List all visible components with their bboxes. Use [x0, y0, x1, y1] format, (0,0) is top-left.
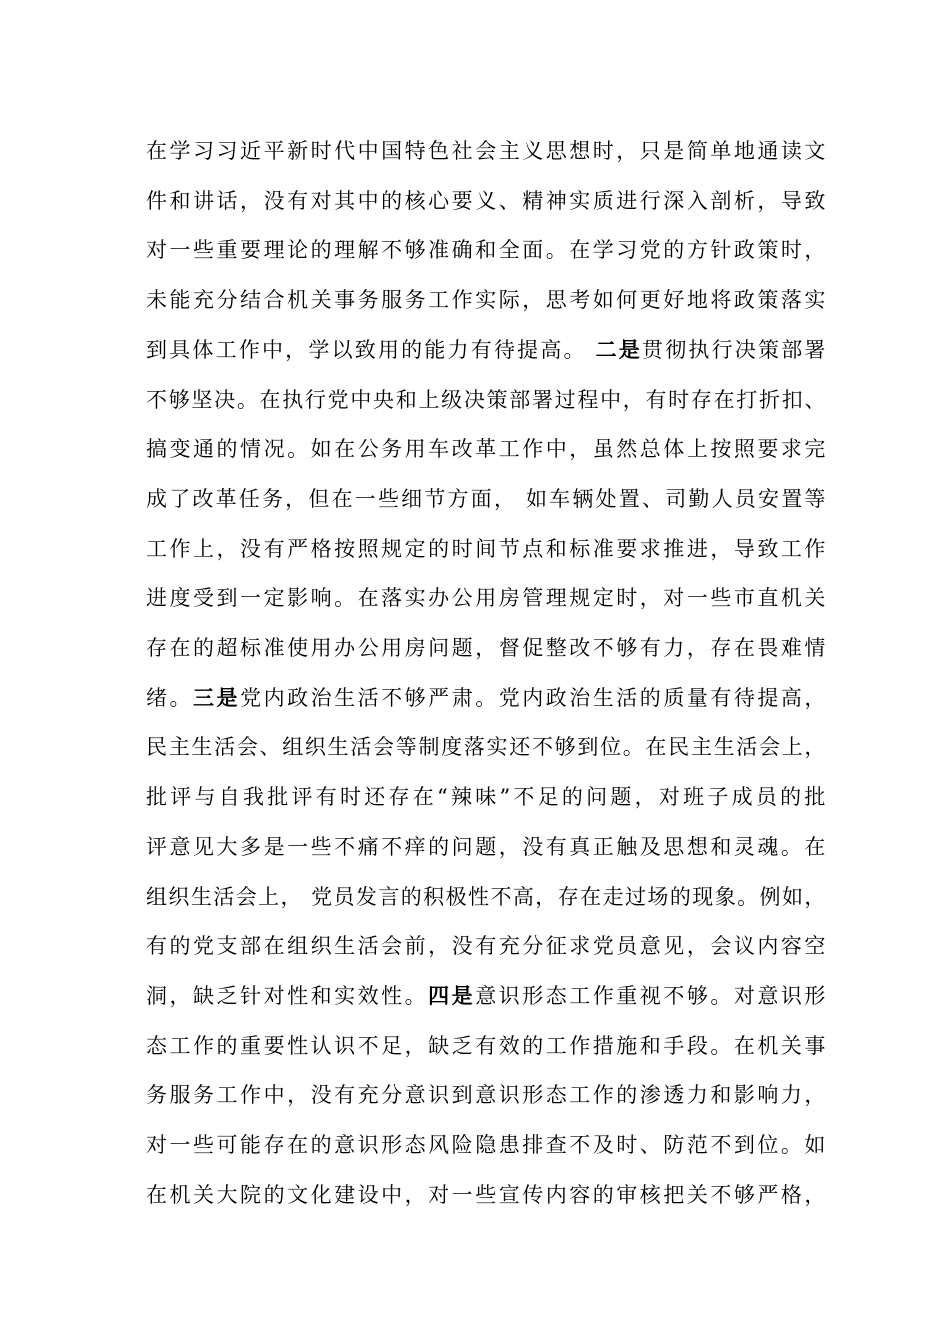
- text-line: [146, 976, 826, 1016]
- text-line: [146, 926, 826, 966]
- bold-run: 二是: [595, 336, 643, 362]
- text-line: [146, 1026, 826, 1066]
- text-line: [146, 678, 826, 718]
- text-run: 件和讲话，没有对其中的核心要义、精神实质进行深入剖析，导致: [146, 188, 826, 213]
- text-run: 对一些可能存在的意识形态风险隐患排查不及时、防范不到位。如: [146, 1133, 826, 1157]
- text-line: [146, 479, 826, 519]
- text-run: 意识形态工作重视不够。对意识形: [475, 983, 826, 1008]
- text-line: [146, 529, 826, 569]
- text-run: 进度受到一定影响。在落实办公用房管理规定时，对一些市直机关: [146, 586, 826, 611]
- text-line: [146, 578, 826, 618]
- text-run: 搞变通的情况。如在公务用车改革工作中，虽然总体上按照要求完: [146, 437, 826, 462]
- text-run: 组织生活会上， 党员发言的积极性不高，存在走过场的现象。例如，: [146, 884, 826, 909]
- text-line: [146, 280, 826, 320]
- text-line: [146, 877, 826, 917]
- text-line: [146, 777, 826, 817]
- text-run: 态工作的重要性认识不足，缺乏有效的工作措施和手段。在机关事: [146, 1033, 826, 1058]
- text-line: [146, 1175, 826, 1215]
- bold-run: 三是: [193, 684, 241, 710]
- text-run: 在学习习近平新时代中国特色社会主义思想时，只是简单地通读文: [146, 139, 826, 163]
- text-line: [146, 131, 826, 171]
- text-run: 工作上，没有严格按照规定的时间节点和标准要求推进，导致工作: [146, 536, 826, 561]
- text-run: 民主生活会、组织生活会等制度落实还不够到位。在民主生活会上，: [146, 735, 826, 760]
- text-run: 党内政治生活不够严肃。党内政治生活的质量有待提高，: [240, 685, 826, 710]
- text-run: 贯彻执行决策部署: [642, 337, 826, 362]
- text-run: 洞，缺乏针对性和实效性。: [146, 983, 429, 1008]
- text-run: 到具体工作中，学以致用的能力有待提高。: [146, 337, 596, 362]
- text-run: 批评与自我批评有时还存在“辣味”不足的问题，对班子成员的批: [146, 785, 826, 810]
- text-line: [146, 827, 826, 867]
- text-run: 在机关大院的文化建设中，对一些宣传内容的审核把关不够严格，: [146, 1182, 826, 1207]
- text-run: 存在的超标准使用办公用房问题，督促整改不够有力，存在畏难情: [146, 636, 826, 660]
- text-line: [146, 1075, 826, 1115]
- text-run: 绪。: [146, 685, 194, 710]
- text-run: 务服务工作中，没有充分意识到意识形态工作的渗透力和影响力，: [146, 1083, 826, 1108]
- text-line: [146, 1125, 826, 1165]
- text-run: 未能充分结合机关事务服务工作实际，思考如何更好地将政策落实: [146, 288, 826, 313]
- text-line: [146, 727, 826, 767]
- text-run: 对一些重要理论的理解不够准确和全面。在学习党的方针政策时，: [146, 238, 826, 263]
- text-run: 评意见大多是一些不痛不痒的问题，没有真正触及思想和灵魂。在: [146, 834, 826, 859]
- bold-run: 四是: [428, 982, 476, 1008]
- text-line: [146, 181, 826, 221]
- text-line: [146, 429, 826, 469]
- text-line: [146, 628, 826, 668]
- text-run: 有的党支部在组织生活会前，没有充分征求党员意见，会议内容空: [146, 934, 826, 959]
- text-run: 成了改革任务，但在一些细节方面， 如车辆处置、司勤人员安置等: [146, 486, 826, 511]
- text-line: [146, 230, 826, 270]
- text-run: 不够坚决。在执行党中央和上级决策部署过程中，有时存在打折扣、: [146, 387, 826, 412]
- text-line: [146, 380, 826, 420]
- text-line: [146, 330, 826, 370]
